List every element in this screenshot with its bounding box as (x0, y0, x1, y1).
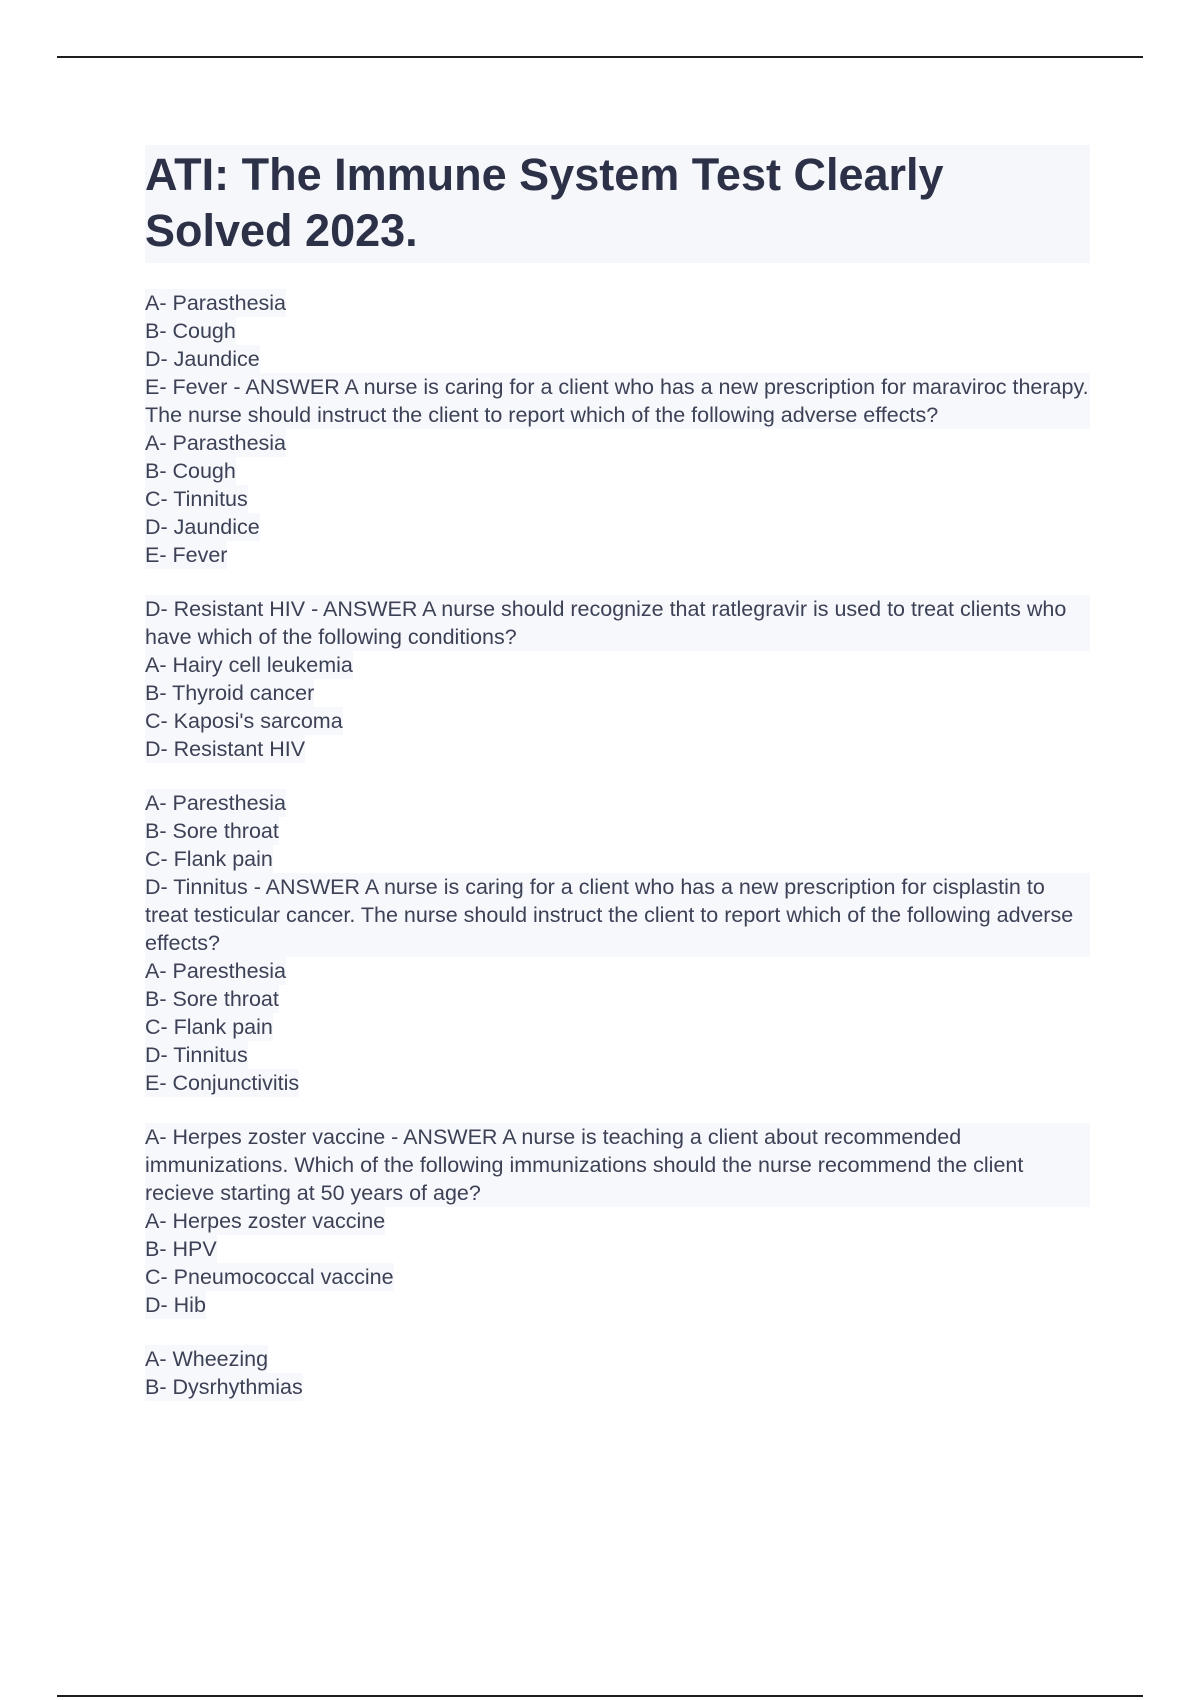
text-line: A- Hairy cell leukemia (145, 653, 353, 677)
question-block-3 (145, 789, 1090, 1097)
text-line: B- Sore throat (145, 819, 279, 843)
text-line: D- Resistant HIV (145, 737, 306, 761)
document-title: ATI: The Immune System Test Clearly Solved 2023. (145, 149, 944, 256)
text-line: B- Dysrhythmias (145, 1375, 303, 1399)
text-line: B- Sore throat (145, 987, 279, 1011)
text-line: D- Tinnitus (145, 1043, 248, 1067)
text-line: C- Flank pain (145, 1015, 273, 1039)
text-line: B- Cough (145, 319, 236, 343)
text-line: A- Paresthesia (145, 959, 287, 983)
text-line: A- Parasthesia (145, 291, 287, 315)
text-line: A- Herpes zoster vaccine (145, 1209, 386, 1233)
question-line: A- Herpes zoster vaccine - ANSWER A nurse is teaching a client about recommended immunizations. Which of the following immunizations should the nurse recommend the client recieve starting at 50 years of age? (145, 1123, 1090, 1207)
top-rule (57, 56, 1143, 58)
text-line: D- Jaundice (145, 347, 260, 371)
question-line: D- Resistant HIV - ANSWER A nurse should recognize that ratlegravir is used to treat clients who have which of the following conditions? (145, 595, 1090, 651)
question-block-1 (145, 289, 1090, 569)
text-line: A- Wheezing (145, 1347, 269, 1371)
text-line: A- Paresthesia (145, 791, 287, 815)
text-line: B- HPV (145, 1237, 217, 1261)
text-line: D- Hib (145, 1293, 206, 1317)
question-block-2 (145, 595, 1090, 763)
text-line: E- Fever (145, 543, 228, 567)
text-line: B- Cough (145, 459, 236, 483)
text-line: D- Jaundice (145, 515, 260, 539)
text-line: A- Parasthesia (145, 431, 287, 455)
document-body (145, 145, 1090, 1427)
text-line: C- Kaposi's sarcoma (145, 709, 343, 733)
question-line: E- Fever - ANSWER A nurse is caring for a client who has a new prescription for maraviroc therapy. The nurse should instruct the client to report which of the following adverse effects? (145, 375, 1089, 427)
text-line: E- Conjunctivitis (145, 1071, 300, 1095)
question-block-5 (145, 1345, 1090, 1401)
text-line: B- Thyroid cancer (145, 681, 315, 705)
title-box (145, 145, 1090, 263)
text-line: C- Pneumococcal vaccine (145, 1265, 394, 1289)
bottom-rule (57, 1695, 1143, 1697)
text-line: C- Flank pain (145, 847, 273, 871)
question-line: D- Tinnitus - ANSWER A nurse is caring for a client who has a new prescription for cisplastin to treat testicular cancer. The nurse should instruct the client to report which of the following adverse effects? (145, 873, 1090, 957)
text-line: C- Tinnitus (145, 487, 248, 511)
question-block-4 (145, 1123, 1090, 1319)
